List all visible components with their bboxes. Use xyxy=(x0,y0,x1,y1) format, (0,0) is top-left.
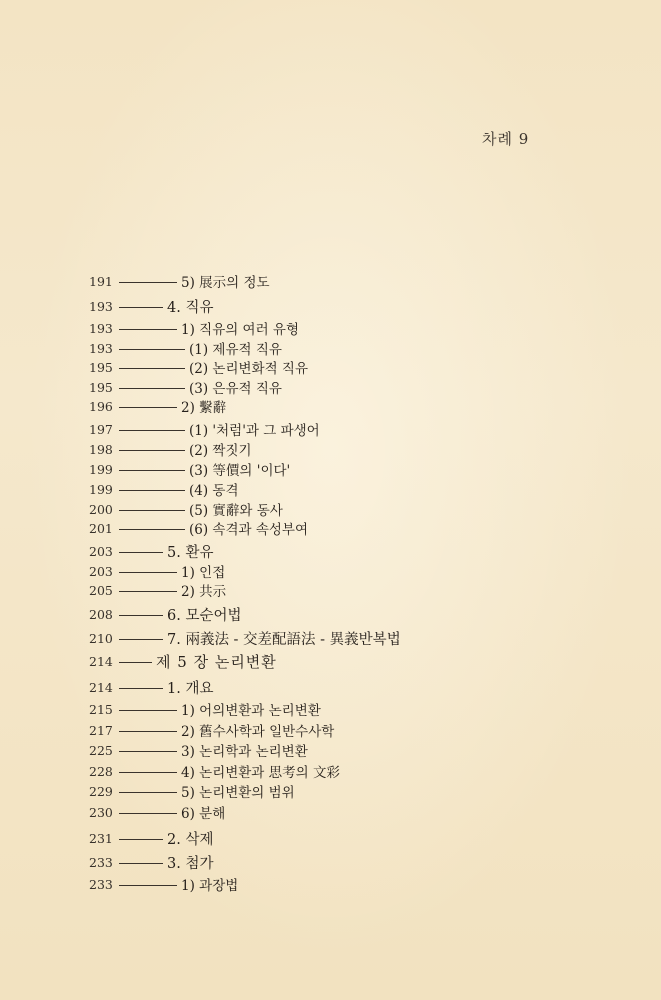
toc-page-number: 198 xyxy=(89,441,113,457)
toc-page-number: 205 xyxy=(89,582,113,598)
toc-entry-title: 1) 인접 xyxy=(181,565,226,581)
toc-page-number: 214 xyxy=(89,680,113,695)
toc-entry-title: 5) 展示의 정도 xyxy=(181,275,270,291)
toc-entry xyxy=(89,396,226,416)
toc-leader-line xyxy=(119,839,163,840)
toc-page-number: 196 xyxy=(89,398,113,414)
toc-leader-line xyxy=(119,329,177,330)
toc-leader-line xyxy=(119,510,185,511)
toc-entry-title: (6) 속격과 속성부여 xyxy=(189,522,308,538)
toc-page-number: 230 xyxy=(89,804,113,820)
toc-entry xyxy=(89,377,282,397)
toc-leader-line xyxy=(119,490,185,491)
toc-entry-title: 5. 환유 xyxy=(167,545,214,561)
toc-entry xyxy=(89,439,252,459)
toc-page-number: 203 xyxy=(89,563,113,579)
toc-leader-line xyxy=(119,572,177,573)
toc-leader-line xyxy=(119,282,177,283)
toc-leader-line xyxy=(119,591,177,592)
toc-page-number: 233 xyxy=(89,876,113,892)
toc-page-number: 215 xyxy=(89,701,113,717)
toc-leader-line xyxy=(119,662,152,663)
toc-leader-line xyxy=(119,430,185,431)
toc-entry xyxy=(89,580,226,600)
toc-page-number: 191 xyxy=(89,273,113,289)
toc-page-number: 203 xyxy=(89,544,113,559)
toc-entry xyxy=(89,419,320,439)
toc-entry xyxy=(89,338,282,358)
toc-entry-title: 1) 어의변환과 논리변환 xyxy=(181,703,321,719)
toc-entry xyxy=(89,828,213,849)
toc-page-number: 231 xyxy=(89,831,113,846)
toc-entry-title: 2) 共示 xyxy=(181,584,227,600)
toc-entry-title: (2) 짝짓기 xyxy=(189,443,252,459)
toc-entry-title: (3) 은유적 직유 xyxy=(189,381,282,397)
toc-entry-title: 5) 논리변환의 범위 xyxy=(181,785,295,801)
toc-page-number: 195 xyxy=(89,359,113,375)
toc-leader-line xyxy=(119,688,163,689)
toc-entry-title: (1) 제유적 직유 xyxy=(189,342,282,358)
toc-leader-line xyxy=(119,307,163,308)
toc-leader-line xyxy=(119,529,185,530)
toc-leader-line xyxy=(119,349,185,350)
toc-leader-line xyxy=(119,368,185,369)
toc-entry xyxy=(89,720,334,740)
toc-leader-line xyxy=(119,751,177,752)
toc-entry-title: (4) 동격 xyxy=(189,483,239,499)
toc-page-number: 201 xyxy=(89,520,113,536)
toc-entry xyxy=(89,699,321,719)
toc-entry xyxy=(89,459,290,479)
toc-entry xyxy=(89,604,241,625)
toc-entry-title: 6) 분해 xyxy=(181,806,226,822)
toc-page-number: 225 xyxy=(89,742,113,758)
toc-page-number: 233 xyxy=(89,855,113,870)
toc-entry xyxy=(89,561,225,581)
toc-entry-title: 1. 개요 xyxy=(167,681,214,697)
toc-leader-line xyxy=(119,885,177,886)
toc-leader-line xyxy=(119,710,177,711)
toc-leader-line xyxy=(119,615,163,616)
toc-entry-title: 4) 논리변환과 思考의 文彩 xyxy=(181,765,340,781)
toc-entry xyxy=(89,541,213,562)
toc-leader-line xyxy=(119,407,177,408)
toc-entry xyxy=(89,499,283,519)
toc-entry xyxy=(89,781,295,801)
toc-entry xyxy=(89,740,308,760)
toc-page-number: 193 xyxy=(89,299,113,314)
toc-page-number: 214 xyxy=(89,654,113,669)
toc-page-number: 229 xyxy=(89,783,113,799)
toc-entry-title: 4. 직유 xyxy=(167,300,214,316)
toc-entry-title: 2) 舊수사학과 일반수사학 xyxy=(181,724,335,740)
toc-entry-title: (2) 논리변화적 직유 xyxy=(189,361,308,377)
toc-page-number: 208 xyxy=(89,607,113,622)
toc-leader-line xyxy=(119,863,163,864)
toc-entry-title: 제 5 장 논리변환 xyxy=(156,653,277,671)
toc-leader-line xyxy=(119,388,185,389)
toc-entry-title: 1) 직유의 여러 유형 xyxy=(181,322,300,338)
toc-leader-line xyxy=(119,813,177,814)
toc-leader-line xyxy=(119,470,185,471)
toc-page-number: 193 xyxy=(89,340,113,356)
toc-entry xyxy=(89,761,340,781)
toc-page-number: 228 xyxy=(89,763,113,779)
toc-entry xyxy=(89,628,401,649)
toc-entry-title: (1) '처럼'과 그 파생어 xyxy=(189,423,320,439)
toc-entry-title: (5) 實辭와 동사 xyxy=(189,503,283,519)
toc-entry-title: 1) 과장법 xyxy=(181,878,239,894)
toc-entry-title: 3) 논리학과 논리변환 xyxy=(181,744,308,760)
toc-entry xyxy=(89,677,213,698)
toc-entry xyxy=(89,357,308,377)
toc-chapter-entry xyxy=(89,651,277,672)
toc-leader-line xyxy=(119,731,177,732)
toc-entry-title: 6. 모순어법 xyxy=(167,608,242,624)
toc-entry-title: 3. 첨가 xyxy=(167,856,214,872)
toc-entry xyxy=(89,518,308,538)
toc-leader-line xyxy=(119,639,163,640)
toc-entry xyxy=(89,852,213,873)
toc-entry xyxy=(89,296,213,317)
toc-entry-title: 2. 삭제 xyxy=(167,832,214,848)
toc-page-number: 199 xyxy=(89,481,113,497)
toc-entry xyxy=(89,874,238,894)
toc-entry-title: 7. 兩義法 - 交差配語法 - 異義반복법 xyxy=(167,632,401,648)
toc-entry-title: 2) 繫辭 xyxy=(181,400,227,416)
toc-entry xyxy=(89,479,239,499)
toc-entry xyxy=(89,271,270,291)
toc-leader-line xyxy=(119,450,185,451)
toc-leader-line xyxy=(119,552,163,553)
page-header: 차례 9 xyxy=(482,130,530,148)
toc-entry xyxy=(89,802,225,822)
toc-page-number: 217 xyxy=(89,722,113,738)
toc-page-number: 193 xyxy=(89,320,113,336)
toc-entry-title: (3) 等價의 '이다' xyxy=(189,463,291,479)
toc-page-number: 197 xyxy=(89,421,113,437)
toc-page-number: 210 xyxy=(89,631,113,646)
toc-leader-line xyxy=(119,792,177,793)
toc-page-number: 200 xyxy=(89,501,113,517)
toc-page-number: 199 xyxy=(89,461,113,477)
toc-leader-line xyxy=(119,772,177,773)
toc-page-number: 195 xyxy=(89,379,113,395)
toc-entry xyxy=(89,318,299,338)
